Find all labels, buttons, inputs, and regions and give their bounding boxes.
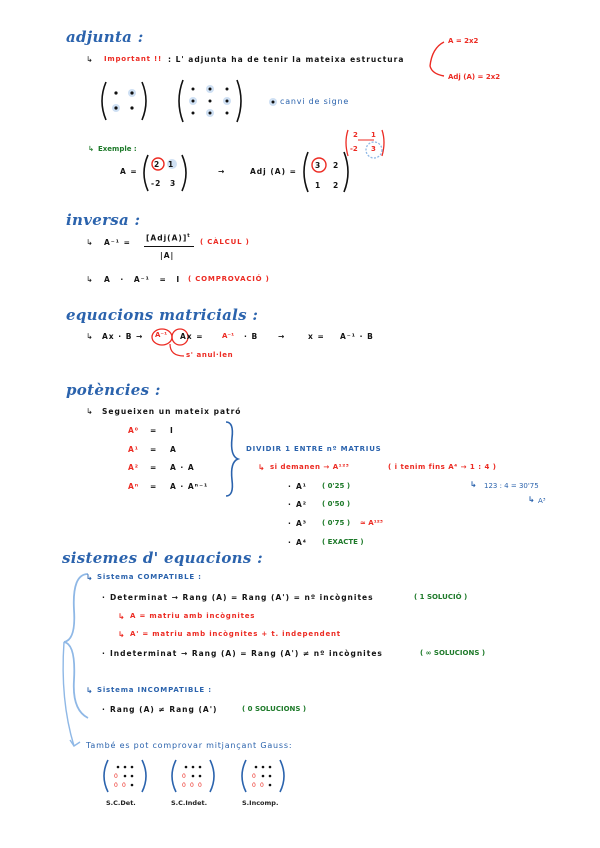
inverse-lhs: A⁻¹ = bbox=[104, 238, 131, 247]
power-row-2-rhs: A · A bbox=[170, 463, 195, 472]
check-formula: A · A⁻¹ = I bbox=[104, 275, 181, 284]
bullet: · bbox=[288, 500, 292, 509]
svg-text:0: 0 bbox=[260, 782, 264, 789]
arrow-icon: ↳ bbox=[528, 495, 535, 504]
arrow-icon: ↳ bbox=[86, 55, 93, 64]
important-text: : L' adjunta ha de tenir la mateixa estructura bbox=[168, 55, 405, 64]
fraction-bar bbox=[144, 246, 194, 247]
matrix-a bbox=[140, 153, 190, 193]
gauss-matrix-indet bbox=[168, 758, 218, 794]
bullet: · bbox=[102, 649, 106, 658]
item-0-val: ( 0'25 ) bbox=[322, 482, 351, 490]
svg-text:0: 0 bbox=[114, 782, 118, 789]
arrow-icon: ↳ bbox=[118, 630, 125, 639]
power-row-0-rhs: I bbox=[170, 426, 174, 435]
gauss-matrix-det bbox=[100, 758, 150, 794]
svg-text:0: 0 bbox=[114, 773, 118, 780]
adj-cell-22: 2 bbox=[333, 181, 340, 190]
bullet: · bbox=[102, 593, 106, 602]
tenim-note: ( i tenim fins A⁴ → 1 : 4 ) bbox=[388, 463, 497, 471]
determinat-line: Determinat → Rang (A) = Rang (A') = nº incògnites bbox=[110, 593, 374, 602]
arrow-icon: ↳ bbox=[86, 573, 93, 582]
eq-inverse-1: A⁻¹ bbox=[155, 331, 168, 339]
adj-cell-11: 3 bbox=[315, 161, 322, 170]
arrow-icon: ↳ bbox=[86, 238, 93, 247]
dot-matrix-2x2 bbox=[98, 80, 150, 122]
svg-text:0: 0 bbox=[182, 773, 186, 780]
item-3-lhs: A⁴ bbox=[296, 538, 308, 547]
eq-arrow: → bbox=[278, 332, 286, 341]
svg-text:0: 0 bbox=[198, 782, 202, 789]
power-row-3-lhs: Aⁿ bbox=[128, 482, 140, 491]
exemple-label: Exemple : bbox=[98, 145, 137, 153]
note-adj: Adj (A) = 2x2 bbox=[448, 73, 501, 81]
equals-sign: = bbox=[150, 463, 158, 472]
svg-text:0: 0 bbox=[122, 782, 126, 789]
note-a: A = 2x2 bbox=[448, 37, 479, 45]
item-2-val: ( 0'75 ) bbox=[322, 519, 351, 527]
eq-part-4: x = bbox=[308, 332, 325, 341]
gauss-matrix-incomp bbox=[238, 758, 288, 794]
rang-diff: Rang (A) ≠ Rang (A') bbox=[110, 705, 218, 714]
bullet: · bbox=[288, 519, 292, 528]
adj-cell-21: 1 bbox=[315, 181, 322, 190]
inverse-denominator: |A| bbox=[160, 251, 175, 260]
adj-cell-12: 2 bbox=[333, 161, 340, 170]
arrow-icon: ↳ bbox=[86, 275, 93, 284]
una-solucio: ( 1 SOLUCIÓ ) bbox=[414, 593, 468, 601]
canvi-dot-icon bbox=[268, 97, 278, 107]
svg-text:0: 0 bbox=[190, 782, 194, 789]
indeterminat-line: Indeterminat → Rang (A) = Rang (A') ≠ nº incògnites bbox=[110, 649, 383, 658]
curly-brace bbox=[224, 420, 240, 498]
adj-label: Adj (A) = bbox=[250, 167, 297, 176]
ap-def: A' = matriu amb incògnites + t. independent bbox=[130, 630, 341, 638]
cancel-loop-sketch bbox=[150, 322, 190, 362]
zero-solucions: ( 0 SOLUCIONS ) bbox=[242, 705, 307, 713]
item-2-extra: ≃ A¹²³ bbox=[360, 519, 383, 527]
eq-inverse-2: A⁻¹ bbox=[222, 332, 235, 340]
side-cell-22: 3 bbox=[371, 145, 376, 153]
section-title-equacions: equacions matricials : bbox=[66, 306, 259, 324]
equals-sign: = bbox=[150, 482, 158, 491]
exemple-arrow-icon: ↳ bbox=[88, 145, 94, 153]
bullet: · bbox=[102, 705, 106, 714]
svg-text:0: 0 bbox=[252, 773, 256, 780]
power-row-1-lhs: A¹ bbox=[128, 445, 140, 454]
power-row-1-rhs: A bbox=[170, 445, 177, 454]
matrix-a-label: A = bbox=[120, 167, 138, 176]
inf-solucions: ( ∞ SOLUCIONS ) bbox=[420, 649, 486, 657]
item-2-lhs: A³ bbox=[296, 519, 308, 528]
arrow-icon: ↳ bbox=[86, 407, 93, 416]
svg-text:0: 0 bbox=[252, 782, 256, 789]
calc-note: 123 : 4 = 30'75 bbox=[484, 482, 539, 490]
equals-sign: = bbox=[150, 426, 158, 435]
label-scdet: S.C.Det. bbox=[106, 799, 136, 807]
item-0-lhs: A¹ bbox=[296, 482, 308, 491]
bullet: · bbox=[288, 538, 292, 547]
power-row-2-lhs: A² bbox=[128, 463, 140, 472]
arrow-icon: ↳ bbox=[86, 686, 93, 695]
sistemes-brace bbox=[62, 570, 92, 750]
eq-part-3: · B bbox=[244, 332, 259, 341]
arrow-icon: ↳ bbox=[86, 332, 93, 341]
item-1-lhs: A² bbox=[296, 500, 308, 509]
gauss-note: També es pot comprovar mitjançant Gauss: bbox=[86, 741, 293, 750]
section-title-adjunta: adjunta : bbox=[66, 28, 144, 46]
compatible-label: Sistema COMPATIBLE : bbox=[97, 573, 202, 581]
a-def: A = matriu amb incògnites bbox=[130, 612, 256, 620]
svg-text:0: 0 bbox=[182, 782, 186, 789]
arrow-icon: ↳ bbox=[118, 612, 125, 621]
a-cell-11: 2 bbox=[154, 160, 161, 169]
label-sincomp: S.Incomp. bbox=[242, 799, 279, 807]
eq-result: A⁻¹ · B bbox=[340, 332, 374, 341]
equals-sign: = bbox=[150, 445, 158, 454]
arrow-icon: ↳ bbox=[258, 463, 265, 472]
section-title-inversa: inversa : bbox=[66, 211, 141, 229]
inverse-numerator: $[Adj(A)]^t$ bbox=[146, 233, 191, 243]
a-cell-22: 3 bbox=[170, 179, 177, 188]
a3-note: A³ bbox=[538, 497, 546, 505]
a-cell-12: 1 bbox=[168, 160, 175, 169]
calcul-note: ( CÀLCUL ) bbox=[200, 238, 250, 246]
important-label: Important !! bbox=[104, 55, 162, 63]
label-scindet: S.C.Indet. bbox=[171, 799, 208, 807]
incompatible-label: Sistema INCOMPATIBLE : bbox=[97, 686, 212, 694]
comprovacio-note: ( COMPROVACIÓ ) bbox=[188, 275, 270, 283]
eq-part-1: Ax · B → bbox=[102, 332, 144, 341]
power-row-0-lhs: A⁰ bbox=[128, 426, 140, 435]
item-3-val: ( EXACTE ) bbox=[322, 538, 364, 546]
item-1-val: ( 0'50 ) bbox=[322, 500, 351, 508]
dividir-note: DIVIDIR 1 ENTRE nº MATRIUS bbox=[246, 445, 382, 453]
section-title-sistemes: sistemes d' equacions : bbox=[62, 549, 263, 567]
side-cell-12: 1 bbox=[371, 131, 376, 139]
arrow-icon: → bbox=[218, 167, 226, 176]
side-cell-11: 2 bbox=[353, 131, 358, 139]
section-title-potencies: potències : bbox=[66, 381, 161, 399]
eq-part-2: Ax = bbox=[180, 332, 204, 341]
side-cell-21: -2 bbox=[350, 145, 358, 153]
potencies-intro: Segueixen un mateix patró bbox=[102, 407, 242, 416]
arrow-icon: ↳ bbox=[470, 480, 477, 489]
anul-note: s' anul·len bbox=[186, 351, 234, 359]
split-arrows-icon bbox=[428, 38, 448, 78]
power-row-3-rhs: A · Aⁿ⁻¹ bbox=[170, 482, 209, 491]
demanen-note: si demanen → A¹²³ bbox=[270, 463, 350, 471]
a-cell-21: -2 bbox=[151, 179, 162, 188]
bullet: · bbox=[288, 482, 292, 491]
canvi-label: canvi de signe bbox=[280, 97, 350, 106]
dot-matrix-3x3 bbox=[175, 78, 245, 124]
